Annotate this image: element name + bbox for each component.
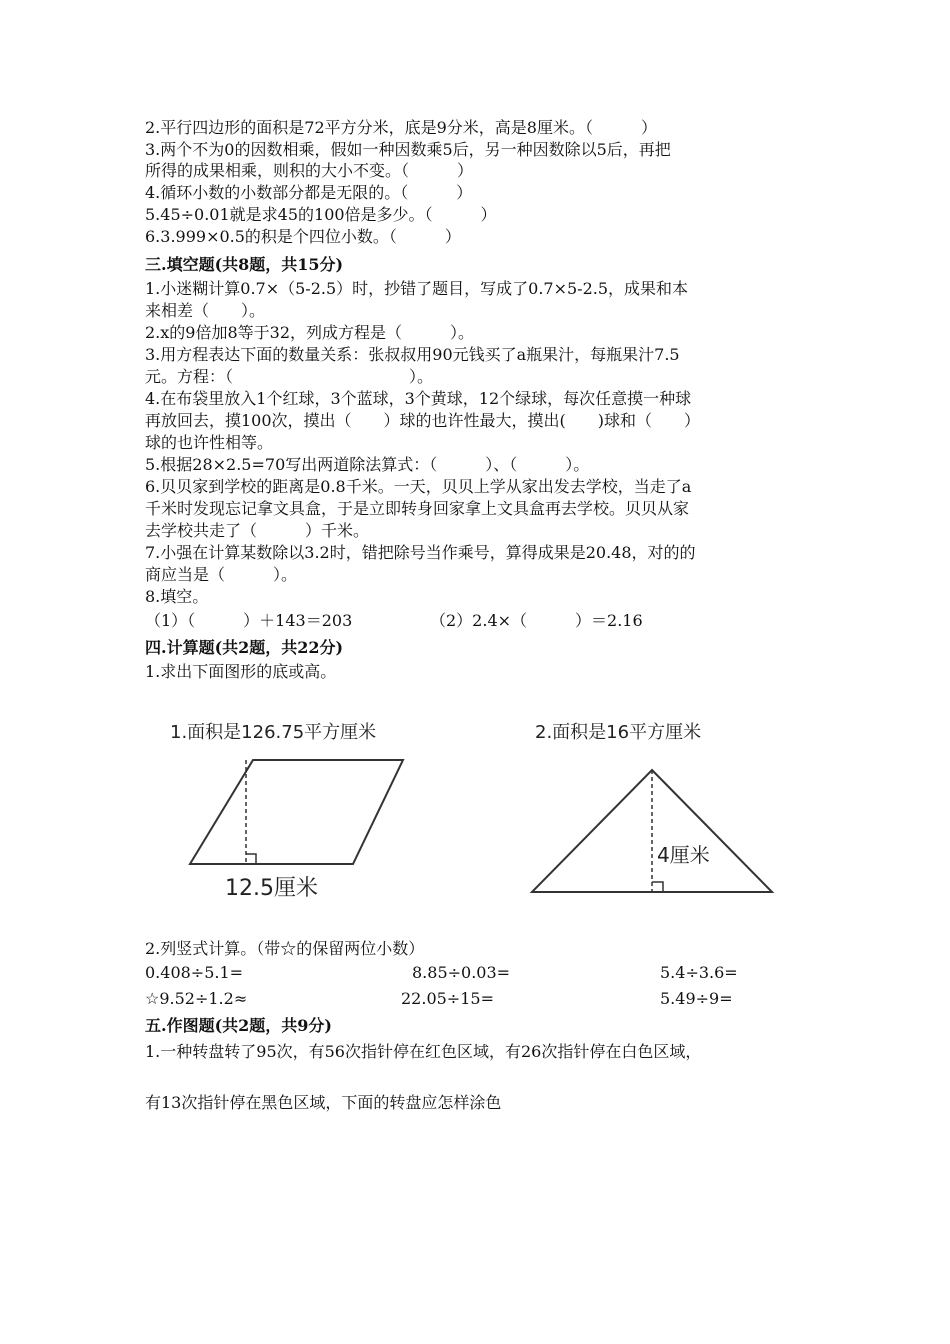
fill-q4-line1: 4.在布袋里放入1个红球，3个蓝球，3个黄球，12个绿球，每次任意摸一种球 xyxy=(145,389,692,408)
fill-q6-line3: 去学校共走了（ ）千米。 xyxy=(145,521,370,540)
calc-item-r1c2: 8.85÷0.03= xyxy=(412,963,511,982)
fill-q1-line1: 1.小迷糊计算0.7×（5-2.5）时，抄错了题目，写成了0.7×5-2.5，成果和本 xyxy=(145,279,689,298)
fill-q7-line1: 7.小强在计算某数除以3.2时，错把除号当作乘号，算得成果是20.48，对的的 xyxy=(145,543,696,562)
calc-item-r1c1: 0.408÷5.1= xyxy=(145,963,244,982)
triangle-title: 2.面积是16平方厘米 xyxy=(535,722,702,743)
draw-q1-line1: 1.一种转盘转了95次，有56次指针停在红色区域，有26次指针停在白色区域， xyxy=(145,1042,702,1061)
calc-q2: 2.列竖式计算。（带☆的保留两位小数） xyxy=(145,939,425,958)
section-draw-heading: 五.作图题(共2题，共9分) xyxy=(145,1016,332,1035)
fill-q8-part2: （2）2.4×（ ）＝2.16 xyxy=(430,611,643,630)
calc-item-r2c2: 22.05÷15= xyxy=(401,989,494,1008)
fill-q7-line2: 商应当是（ ）。 xyxy=(145,565,298,584)
calc-q1: 1.求出下面图形的底或高。 xyxy=(145,662,337,681)
calc-item-r1c3: 5.4÷3.6= xyxy=(660,963,738,982)
fill-q5: 5.根据28×2.5=70写出两道除法算式：（ ）、（ ）。 xyxy=(145,455,590,474)
judge-q5: 5.45÷0.01就是求45的100倍是多少。（ ） xyxy=(145,205,497,224)
draw-q1-line2: 有13次指针停在黑色区域，下面的转盘应怎样涂色 xyxy=(145,1093,502,1112)
geometry-figures xyxy=(150,700,870,915)
triangle-right-angle xyxy=(652,882,663,892)
fill-q6-line1: 6.贝贝家到学校的距离是0.8千米。一天，贝贝上学从家出发去学校，当走了a xyxy=(145,477,692,496)
parallelogram-right-angle xyxy=(246,854,256,864)
fill-q2: 2.x的9倍加8等于32，列成方程是（ ）。 xyxy=(145,323,475,342)
fill-q6-line2: 千米时发现忘记拿文具盒，于是立即转身回家拿上文具盒再去学校。贝贝从家 xyxy=(145,499,690,518)
parallelogram-shape xyxy=(190,760,403,864)
fill-q3-line2: 元。方程：（ ）。 xyxy=(145,367,434,386)
fill-q3-line1: 3.用方程表达下面的数量关系：张叔叔用90元钱买了a瓶果汁，每瓶果汁7.5 xyxy=(145,345,680,364)
fill-q1-line2: 来相差（ ）。 xyxy=(145,301,266,320)
fill-q4-line2: 再放回去，摸100次，摸出（ ）球的也许性最大，摸出( )球和（ ） xyxy=(145,411,701,430)
judge-q4: 4.循环小数的小数部分都是无限的。（ ） xyxy=(145,183,473,202)
parallelogram-title: 1.面积是126.75平方厘米 xyxy=(170,722,377,743)
section-fill-heading: 三.填空题(共8题，共15分) xyxy=(145,255,344,274)
judge-q6: 6.3.999×0.5的积是个四位小数。（ ） xyxy=(145,227,461,246)
fill-q4-line3: 球的也许性相等。 xyxy=(145,433,274,452)
fill-q8-part1: （1）（ ）＋143＝203 xyxy=(145,611,353,630)
triangle-height-label: 4厘米 xyxy=(657,843,710,867)
parallelogram-base-label: 12.5厘米 xyxy=(225,876,318,901)
calc-item-r2c3: 5.49÷9= xyxy=(660,989,733,1008)
section-calc-heading: 四.计算题(共2题，共22分) xyxy=(145,638,344,657)
triangle-shape xyxy=(532,770,772,892)
fill-q8: 8.填空。 xyxy=(145,587,209,606)
calc-item-r2c1: ☆9.52÷1.2≈ xyxy=(145,989,248,1008)
judge-q3-line1: 3.两个不为0的因数相乘，假如一种因数乘5后，另一种因数除以5后，再把 xyxy=(145,140,671,159)
judge-q3-line2: 所得的成果相乘，则积的大小不变。（ ） xyxy=(145,161,474,180)
judge-q2: 2.平行四边形的面积是72平方分米，底是9分米，高是8厘米。（ ） xyxy=(145,118,657,137)
